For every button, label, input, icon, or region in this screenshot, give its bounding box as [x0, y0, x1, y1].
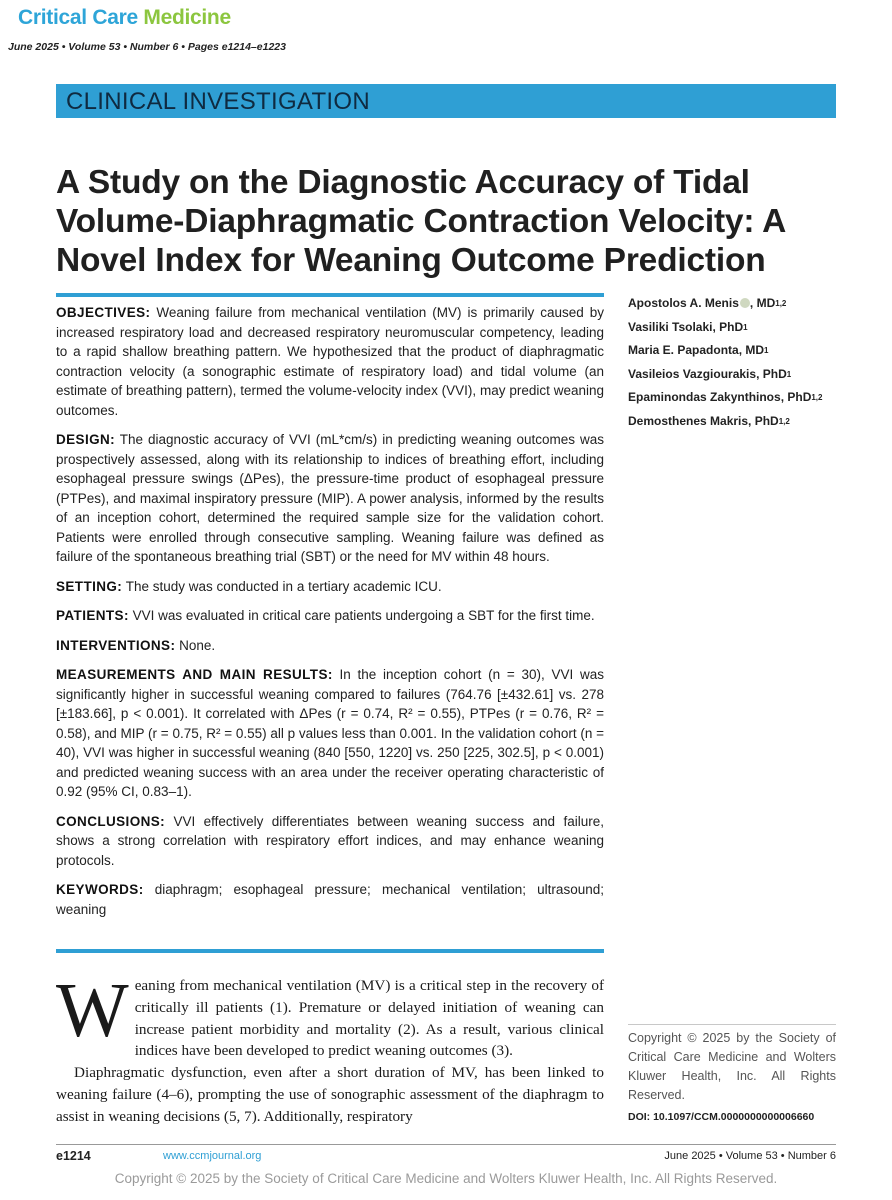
author-item: Apostolos A. Menis , MD$^{1,2}$ [628, 296, 787, 310]
abstract-results: MEASUREMENTS AND MAIN RESULTS: In the inception cohort (n = 30), VVI was significantly higher in successful weaning compared to failures (764.76 [±432.61] vs. 278 [±183.66], p < 0.001). It correlated with ΔPes (r = 0.74, R² = 0.55), PTPes (r = 0.76, R² = 0.58), and MIP (r = 0.75, R² = 0.55) all p values less than 0.001. In the validation cohort (n = 40), VVI was higher in successful weaning (840 [550, 1220] vs. 250 [225, 302.5], p < 0.001) and predicted weaning success with an area under the receiver operating characteristic of 0.92 (95% CI, 0.83–1). [56, 667, 604, 799]
abstract-design: DESIGN: The diagnostic accuracy of VVI (mL*cm/s) in predicting weaning outcomes was prospectively assessed, along with its relationship to indices of breathing effort, including esophageal pressure swings (ΔPes), the pressure-time product of esophageal pressure (PTPes), and maximal inspiratory pressure (MIP). A power analysis, informed by the results of an inception cohort, determined the required sample size for the validation cohort. Patients were enrolled through consecutive sampling. Weaning failure was defined as failure of the spontaneous breathing trial (SBT) or the need for MV within 48 hours. [56, 432, 604, 564]
abstract-top-rule [56, 293, 604, 297]
author-list [628, 292, 848, 433]
orcid-icon[interactable] [740, 298, 750, 308]
body-paragraph: Weaning from mechanical ventilation (MV) is a critical step in the recovery of critically ill patients (1). Premature or delayed initiation of weaning can increase patient morbidity and mortality (2). As a result, various clinical indices have been developed to predict weaning outcomes (3). [56, 967, 604, 1060]
doi-link[interactable]: DOI: 10.1097/CCM.0000000000006660 [628, 1111, 815, 1123]
footer-issue: June 2025 • Volume 53 • Number 6 [664, 1150, 836, 1162]
logo-primary: Critical Care [18, 6, 138, 29]
copyright-notice: Copyright © 2025 by the Society of Critical Care Medicine and Wolters Kluwer Health, Inc. All Rights Reserved. [628, 1024, 836, 1105]
author-item: Demosthenes Makris, PhD$^{1,2}$ [628, 413, 790, 428]
abstract-interventions: INTERVENTIONS: None. [56, 637, 216, 653]
journal-url-link[interactable]: www.ccmjournal.org [163, 1150, 262, 1162]
copyright-watermark: Copyright © 2025 by the Society of Critical Care Medicine and Wolters Kluwer Health, Inc. All Rights Reserved. [114, 1171, 778, 1186]
abstract-bottom-rule [56, 949, 604, 953]
author-item: Epaminondas Zakynthinos, PhD$^{1,2}$ [628, 390, 823, 404]
abstract-keywords: KEYWORDS: diaphragm; esophageal pressure; mechanical ventilation; ultrasound; weaning [56, 882, 604, 917]
section-label: CLINICAL INVESTIGATION [66, 88, 370, 115]
body-paragraph: Diaphragmatic dysfunction, even after a short duration of MV, has been linked to weaning failure (4–6), prompting the use of sonographic assessment of the diaphragm to assist in weaning decisions (5, 7). Additionally, respiratory [56, 1064, 604, 1125]
section-band [56, 84, 836, 118]
logo-secondary: Medicine [143, 6, 231, 29]
abstract [56, 303, 604, 929]
footer-rule [56, 1144, 836, 1145]
page-number: e1214 [56, 1149, 91, 1163]
body-text [56, 967, 604, 1128]
abstract-conclusions: CONCLUSIONS: VVI effectively differentiates between weaning success and failure, shows a strong correlation with respiratory effort indices, and may enhance weaning protocols. [56, 813, 604, 868]
drop-cap: W [56, 967, 129, 1053]
author-item: Vasiliki Tsolaki, PhD$^1$ [628, 319, 748, 334]
abstract-objectives: OBJECTIVES: Weaning failure from mechanical ventilation (MV) is primarily caused by increased respiratory load and decreased respiratory neuromuscular competency, leading to a rapid shallow breathing pattern. We hypothesized that the product of diaphragmatic contraction velocity (a sonographic estimate of respiratory load) and tidal volume (an estimate of breathing pattern), termed the volume-velocity index (VVI), may predict weaning outcomes. [56, 305, 604, 418]
article-title: A Study on the Diagnostic Accuracy of Tidal Volume-Diaphragmatic Contraction Velocity: A Novel Index for Weaning Outcome Prediction [56, 164, 785, 279]
journal-logo [18, 6, 231, 30]
abstract-patients: PATIENTS: VVI was evaluated in critical care patients undergoing a SBT for the first time. [56, 608, 595, 623]
issue-line: June 2025 • Volume 53 • Number 6 • Pages e1214–e1223 [8, 41, 286, 53]
author-item: Vasileios Vazgiourakis, PhD$^1$ [628, 366, 792, 381]
author-item: Maria E. Papadonta, MD$^1$ [628, 343, 769, 357]
abstract-setting: SETTING: The study was conducted in a tertiary academic ICU. [56, 578, 442, 594]
